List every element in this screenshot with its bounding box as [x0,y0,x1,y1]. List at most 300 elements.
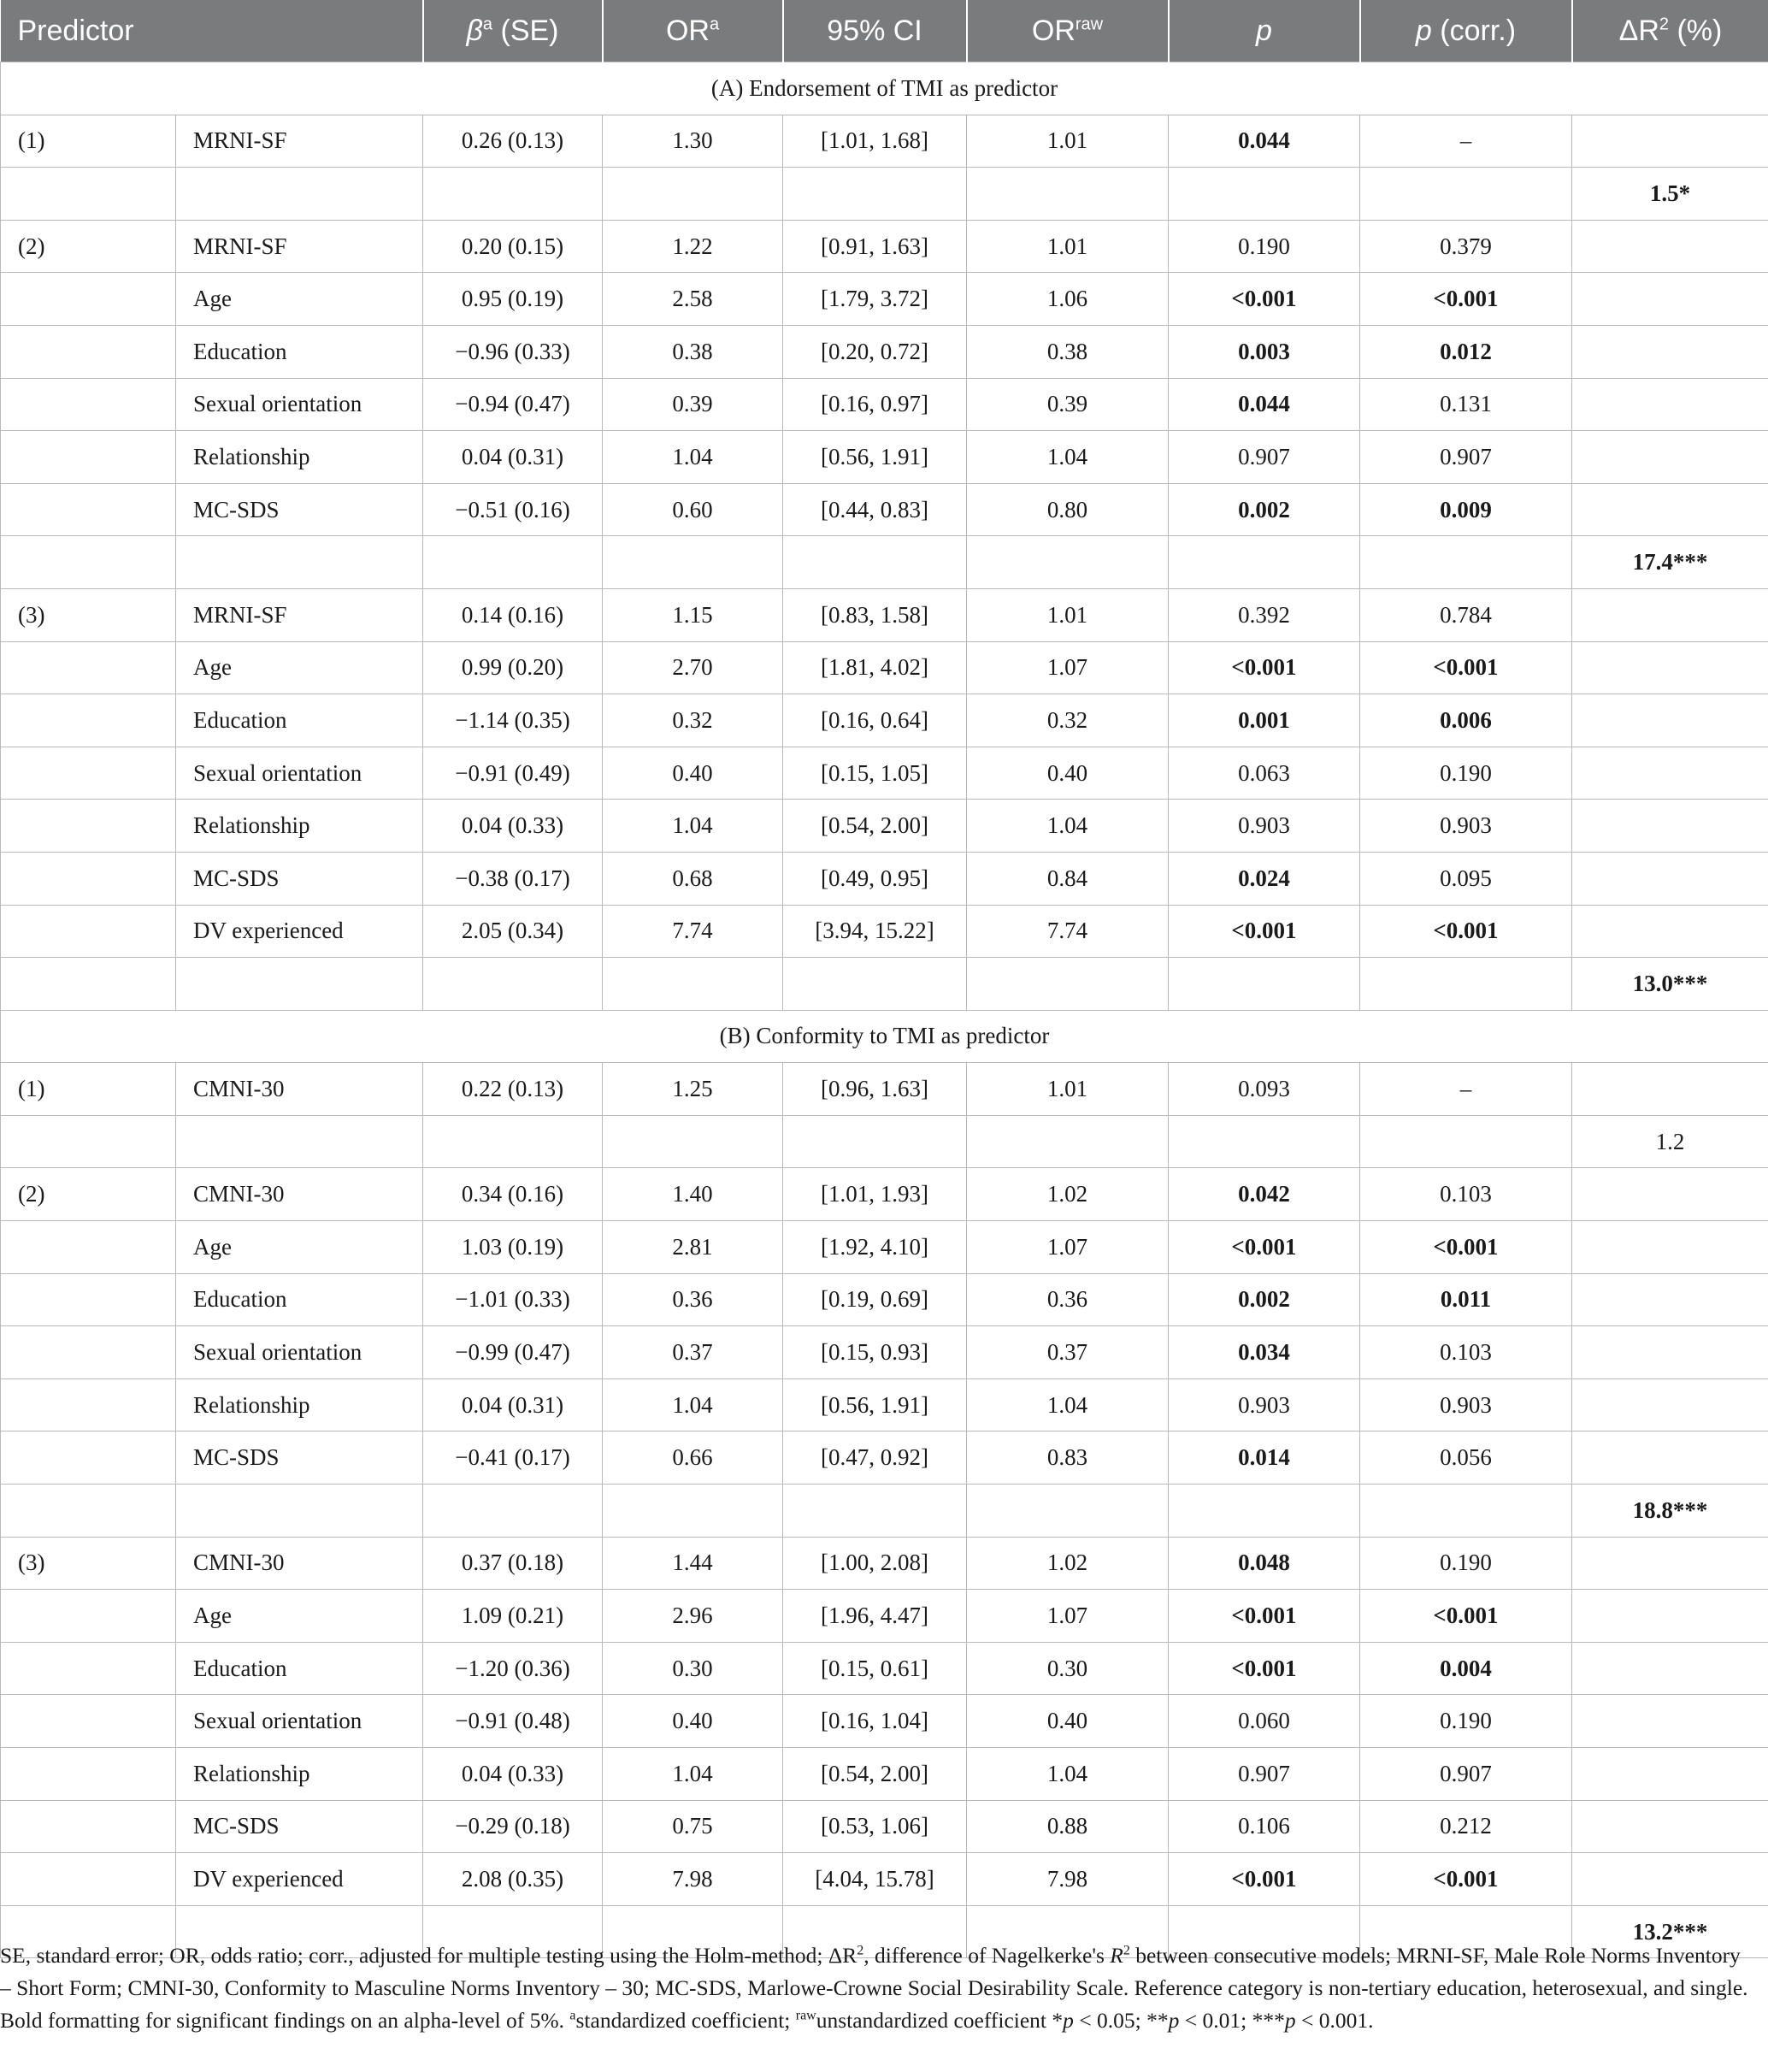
model-cell [1,905,176,958]
empty-cell [423,1115,603,1168]
or-raw-cell: 1.04 [967,431,1169,484]
or-cell: 1.04 [603,1378,783,1432]
or-cell: 2.96 [603,1590,783,1643]
empty-cell [783,958,967,1011]
table-row [1,1800,1768,1853]
table-row [1,800,1768,853]
or-raw-cell: 1.07 [967,1221,1169,1274]
delta-r2-cell [1572,1273,1768,1326]
footnote-text-2: , difference of Nagelkerke's [863,1943,1111,1968]
ci-cell: [0.53, 1.06] [783,1800,967,1853]
table-header [1,0,1768,62]
or-cell: 7.98 [603,1853,783,1906]
or-raw-cell: 0.36 [967,1273,1169,1326]
p-corr-cell: 0.056 [1360,1432,1572,1485]
empty-cell [603,168,783,221]
p-cell: 0.190 [1169,220,1360,273]
p-corr-cell: <0.001 [1360,1590,1572,1643]
p-cell: 0.048 [1169,1537,1360,1590]
beta-cell: −0.91 (0.48) [423,1695,603,1748]
ci-cell: [1.00, 2.08] [783,1537,967,1590]
p-corr-cell: 0.004 [1360,1642,1572,1695]
beta-cell: −1.20 (0.36) [423,1642,603,1695]
ci-cell: [0.16, 1.04] [783,1695,967,1748]
p-corr-cell: 0.103 [1360,1326,1572,1379]
table-row [1,115,1768,168]
or-raw-cell: 1.02 [967,1168,1169,1221]
ci-cell: [0.54, 2.00] [783,800,967,853]
or-raw-cell: 0.39 [967,378,1169,431]
delta-r2-cell [1572,694,1768,747]
predictor-cell: Relationship [176,1748,423,1801]
ci-cell: [0.15, 1.05] [783,747,967,800]
p-corr-cell: <0.001 [1360,1853,1572,1906]
footnote-sup-raw: raw [795,2008,816,2023]
table-row [1,1221,1768,1274]
delta-r2-cell: 13.2*** [1572,1905,1768,1958]
table-row [1,431,1768,484]
table-row [1,1537,1768,1590]
p-corr-cell: <0.001 [1360,1221,1572,1274]
p-corr-cell: 0.103 [1360,1168,1572,1221]
p-corr-cell: 0.907 [1360,431,1572,484]
table-footnote [0,1939,1753,2037]
or-raw-cell: 1.04 [967,1378,1169,1432]
p-corr-cell: – [1360,1063,1572,1116]
table-row [1,852,1768,905]
footnote-p-2: p [1168,2008,1180,2033]
model-cell [1,694,176,747]
ci-cell: [0.19, 0.69] [783,1273,967,1326]
or-cell: 1.30 [603,115,783,168]
beta-cell: −0.41 (0.17) [423,1432,603,1485]
or-raw-cell: 1.06 [967,273,1169,326]
table-row [1,483,1768,536]
or-cell: 1.25 [603,1063,783,1116]
delta-r2-cell [1572,1590,1768,1643]
beta-cell: 0.14 (0.16) [423,588,603,641]
table-row [1,220,1768,273]
empty-cell [1169,958,1360,1011]
predictor-cell: CMNI-30 [176,1063,423,1116]
empty-cell [967,1115,1169,1168]
or-cell: 0.60 [603,483,783,536]
section-row [1,1010,1768,1063]
header-predictor: Predictor [1,0,423,62]
or-raw-cell: 1.01 [967,1063,1169,1116]
p-corr-cell: 0.907 [1360,1748,1572,1801]
predictor-cell: MC-SDS [176,1432,423,1485]
header-p-text: p [1256,14,1272,47]
predictor-cell: Relationship [176,800,423,853]
table-row [1,1326,1768,1379]
p-cell: 0.907 [1169,431,1360,484]
ci-cell: [0.96, 1.63] [783,1063,967,1116]
beta-cell: −0.38 (0.17) [423,852,603,905]
delta-r2-cell [1572,747,1768,800]
table-row [1,588,1768,641]
beta-cell: 0.99 (0.20) [423,641,603,694]
empty-cell [603,1115,783,1168]
table-row [1,1590,1768,1643]
delta-r2-cell [1572,905,1768,958]
empty-cell [967,1485,1169,1538]
ci-cell: [1.92, 4.10] [783,1221,967,1274]
ci-cell: [0.15, 0.61] [783,1642,967,1695]
predictor-cell: Relationship [176,431,423,484]
predictor-cell: Sexual orientation [176,378,423,431]
or-raw-cell: 0.37 [967,1326,1169,1379]
table-row [1,1378,1768,1432]
empty-cell [1169,1115,1360,1168]
table-body [1,62,1768,1958]
p-cell: 0.003 [1169,325,1360,378]
ci-cell: [1.81, 4.02] [783,641,967,694]
table-row [1,325,1768,378]
or-raw-cell: 1.01 [967,115,1169,168]
beta-cell: 2.05 (0.34) [423,905,603,958]
or-cell: 1.04 [603,431,783,484]
beta-cell: 0.37 (0.18) [423,1537,603,1590]
beta-cell: 0.04 (0.33) [423,1748,603,1801]
table-row [1,1168,1768,1221]
header-or-text: OR [665,14,710,47]
empty-cell [967,536,1169,589]
ci-cell: [0.49, 0.95] [783,852,967,905]
or-raw-cell: 0.30 [967,1642,1169,1695]
model-cell [1,1378,176,1432]
p-corr-cell: 0.012 [1360,325,1572,378]
or-cell: 1.15 [603,588,783,641]
header-delta-r2-text: ΔR [1618,14,1659,47]
delta-r2-cell [1572,325,1768,378]
predictor-cell: Age [176,641,423,694]
predictor-cell: DV experienced [176,905,423,958]
model-cell [1,1590,176,1643]
ci-cell: [0.91, 1.63] [783,220,967,273]
model-cell [1,536,176,589]
table-row [1,641,1768,694]
or-cell: 2.81 [603,1221,783,1274]
p-cell: <0.001 [1169,1590,1360,1643]
footnote-text-3: between consecutive models; MRNI-SF, Male Role Norms Inventory – Short Form; CMNI-30, Conformity to Masculine Norms Inventory – 30; MC-SDS, Marlowe-Crowne Social Desirability Scale. Reference category is non-tertiary education, heterosexual, and single. Bold formatting for significant findings on an alpha-level of 5%. [0,1943,1748,2033]
model-summary-row [1,168,1768,221]
delta-r2-cell [1572,800,1768,853]
or-raw-cell: 1.01 [967,220,1169,273]
model-cell [1,1642,176,1695]
or-raw-cell: 0.80 [967,483,1169,536]
delta-r2-cell [1572,852,1768,905]
delta-r2-cell [1572,1537,1768,1590]
delta-r2-cell [1572,115,1768,168]
model-cell [1,1273,176,1326]
p-cell: 0.014 [1169,1432,1360,1485]
empty-cell [603,1485,783,1538]
empty-cell [423,168,603,221]
ci-cell: [0.16, 0.97] [783,378,967,431]
or-raw-cell: 0.88 [967,1800,1169,1853]
ci-cell: [3.94, 15.22] [783,905,967,958]
or-raw-cell: 1.07 [967,1590,1169,1643]
empty-cell [603,536,783,589]
section-heading: (A) Endorsement of TMI as predictor [1,62,1768,115]
model-summary-row [1,958,1768,1011]
or-raw-cell: 0.83 [967,1432,1169,1485]
section-heading: (B) Conformity to TMI as predictor [1,1010,1768,1063]
model-cell [1,1115,176,1168]
empty-cell [783,536,967,589]
p-corr-cell: <0.001 [1360,905,1572,958]
p-corr-cell: 0.190 [1360,1695,1572,1748]
ci-cell: [0.47, 0.92] [783,1432,967,1485]
p-corr-cell: 0.190 [1360,1537,1572,1590]
or-cell: 0.30 [603,1642,783,1695]
model-cell [1,1326,176,1379]
delta-r2-cell [1572,1063,1768,1116]
p-corr-cell: 0.011 [1360,1273,1572,1326]
predictor-cell: MRNI-SF [176,220,423,273]
predictor-cell: Education [176,1273,423,1326]
beta-cell: 0.95 (0.19) [423,273,603,326]
empty-cell [1360,1485,1572,1538]
p-cell: 0.392 [1169,588,1360,641]
empty-cell [1360,958,1572,1011]
empty-cell [783,168,967,221]
model-cell [1,1748,176,1801]
p-cell: 0.093 [1169,1063,1360,1116]
predictor-cell: MC-SDS [176,1800,423,1853]
empty-cell [1169,168,1360,221]
table-row [1,1273,1768,1326]
or-cell: 1.44 [603,1537,783,1590]
predictor-cell: Age [176,273,423,326]
model-cell [1,1485,176,1538]
delta-r2-cell [1572,378,1768,431]
table-row [1,1432,1768,1485]
p-corr-cell: 0.006 [1360,694,1572,747]
predictor-cell: Sexual orientation [176,747,423,800]
ci-cell: [0.20, 0.72] [783,325,967,378]
delta-r2-cell [1572,1695,1768,1748]
beta-cell: 0.04 (0.31) [423,431,603,484]
model-cell [1,641,176,694]
model-cell: (1) [1,1063,176,1116]
empty-cell [1360,536,1572,589]
delta-r2-cell [1572,1168,1768,1221]
empty-cell [423,958,603,1011]
or-cell: 0.39 [603,378,783,431]
p-cell: 0.024 [1169,852,1360,905]
model-cell: (1) [1,115,176,168]
or-cell: 0.38 [603,325,783,378]
header-ci: 95% CI [783,0,967,62]
empty-cell [423,1485,603,1538]
footnote-p-3: p [1284,2008,1296,2033]
or-cell: 0.36 [603,1273,783,1326]
header-delta-r2 [1572,0,1768,62]
header-beta [423,0,603,62]
or-raw-cell: 1.07 [967,641,1169,694]
predictor-cell: CMNI-30 [176,1168,423,1221]
delta-r2-cell: 13.0*** [1572,958,1768,1011]
delta-r2-cell: 1.2 [1572,1115,1768,1168]
predictor-cell [176,168,423,221]
beta-cell: 0.22 (0.13) [423,1063,603,1116]
predictor-cell [176,1485,423,1538]
p-cell: <0.001 [1169,641,1360,694]
delta-r2-cell: 17.4*** [1572,536,1768,589]
empty-cell [967,958,1169,1011]
header-row [1,0,1768,62]
beta-cell: −0.51 (0.16) [423,483,603,536]
section-row [1,62,1768,115]
footnote-r-italic: R [1110,1943,1123,1968]
delta-r2-cell [1572,641,1768,694]
ci-cell: [0.56, 1.91] [783,1378,967,1432]
empty-cell [967,168,1169,221]
ci-cell: [4.04, 15.78] [783,1853,967,1906]
model-cell: (3) [1,588,176,641]
p-cell: 0.044 [1169,115,1360,168]
delta-r2-cell: 18.8*** [1572,1485,1768,1538]
p-cell: <0.001 [1169,1853,1360,1906]
delta-r2-cell [1572,483,1768,536]
predictor-cell: Education [176,325,423,378]
model-cell: (2) [1,220,176,273]
model-cell [1,378,176,431]
beta-cell: 1.09 (0.21) [423,1590,603,1643]
model-cell [1,273,176,326]
ci-cell: [0.54, 2.00] [783,1748,967,1801]
p-cell: 0.903 [1169,1378,1360,1432]
p-corr-cell: 0.903 [1360,800,1572,853]
predictor-cell: Education [176,1642,423,1695]
ci-cell: [1.01, 1.68] [783,115,967,168]
model-cell [1,325,176,378]
delta-r2-cell [1572,588,1768,641]
model-cell [1,431,176,484]
table-row [1,694,1768,747]
header-beta-sup: a [482,15,493,34]
header-delta-r2-sup: 2 [1659,15,1670,34]
delta-r2-cell [1572,1326,1768,1379]
header-beta-symbol: β [466,14,483,47]
predictor-cell: CMNI-30 [176,1537,423,1590]
p-corr-cell: 0.903 [1360,1378,1572,1432]
ci-cell: [0.44, 0.83] [783,483,967,536]
model-summary-row [1,1115,1768,1168]
or-raw-cell: 0.32 [967,694,1169,747]
ci-cell: [1.96, 4.47] [783,1590,967,1643]
delta-r2-cell [1572,431,1768,484]
empty-cell [603,958,783,1011]
p-corr-cell: 0.095 [1360,852,1572,905]
predictor-cell: MC-SDS [176,483,423,536]
p-cell: 0.002 [1169,1273,1360,1326]
or-raw-cell: 7.74 [967,905,1169,958]
delta-r2-cell [1572,273,1768,326]
p-cell: <0.001 [1169,1642,1360,1695]
p-cell: 0.002 [1169,483,1360,536]
or-cell: 1.04 [603,1748,783,1801]
model-cell: (3) [1,1537,176,1590]
beta-cell: 0.20 (0.15) [423,220,603,273]
predictor-cell [176,536,423,589]
p-corr-cell: <0.001 [1360,641,1572,694]
delta-r2-cell [1572,1800,1768,1853]
model-cell [1,1853,176,1906]
footnote-text-4: standardized coefficient; [575,2008,796,2033]
model-cell [1,1695,176,1748]
ci-cell: [0.15, 0.93] [783,1326,967,1379]
or-cell: 1.22 [603,220,783,273]
or-raw-cell: 1.04 [967,800,1169,853]
predictor-cell [176,1115,423,1168]
predictor-cell: Age [176,1590,423,1643]
header-delta-r2-rest: (%) [1669,14,1723,47]
or-cell: 0.66 [603,1432,783,1485]
model-summary-row [1,1485,1768,1538]
model-cell [1,958,176,1011]
or-cell: 1.40 [603,1168,783,1221]
beta-cell: −1.14 (0.35) [423,694,603,747]
delta-r2-cell: 1.5* [1572,168,1768,221]
p-corr-cell: – [1360,115,1572,168]
p-corr-cell: 0.190 [1360,747,1572,800]
or-cell: 7.74 [603,905,783,958]
p-cell: 0.034 [1169,1326,1360,1379]
model-cell [1,168,176,221]
header-p [1169,0,1360,62]
delta-r2-cell [1572,1221,1768,1274]
delta-r2-cell [1572,1748,1768,1801]
beta-cell: −0.96 (0.33) [423,325,603,378]
footnote-sup-2: 2 [1123,1943,1130,1958]
predictor-cell: MRNI-SF [176,115,423,168]
footnote-text-5: unstandardized coefficient * [816,2008,1064,2033]
model-cell [1,1221,176,1274]
ci-cell: [0.16, 0.64] [783,694,967,747]
predictor-cell: Relationship [176,1378,423,1432]
or-raw-cell: 0.40 [967,1695,1169,1748]
header-or-raw-sup: raw [1075,15,1104,34]
predictor-cell: MC-SDS [176,852,423,905]
table-row [1,378,1768,431]
ci-cell: [1.79, 3.72] [783,273,967,326]
p-corr-cell: 0.009 [1360,483,1572,536]
or-cell: 0.40 [603,1695,783,1748]
p-cell: 0.907 [1169,1748,1360,1801]
model-cell [1,1432,176,1485]
empty-cell [783,1115,967,1168]
beta-cell: −1.01 (0.33) [423,1273,603,1326]
model-cell [1,852,176,905]
or-raw-cell: 7.98 [967,1853,1169,1906]
table-row [1,905,1768,958]
p-corr-cell: 0.212 [1360,1800,1572,1853]
table-row [1,273,1768,326]
or-raw-cell: 1.02 [967,1537,1169,1590]
beta-cell: 0.04 (0.33) [423,800,603,853]
or-cell: 0.40 [603,747,783,800]
p-cell: 0.044 [1169,378,1360,431]
table-row [1,1853,1768,1906]
p-cell: 0.042 [1169,1168,1360,1221]
table-row [1,747,1768,800]
footnote-p-1: p [1063,2008,1074,2033]
predictor-cell: Sexual orientation [176,1695,423,1748]
predictor-cell: Sexual orientation [176,1326,423,1379]
